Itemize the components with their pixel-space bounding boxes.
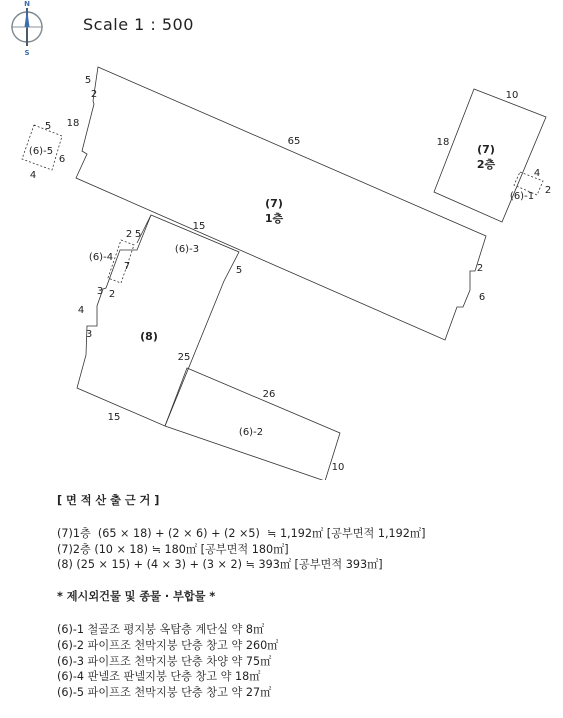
dim-label: 15 [107, 412, 121, 423]
dim-label: 10 [331, 462, 345, 473]
dim-label: 2 [125, 229, 133, 240]
building-7-1f-name: (7) [265, 197, 283, 210]
dim-label: 15 [192, 221, 206, 232]
dim-label: 2 [476, 263, 484, 274]
dim-label: 26 [262, 389, 276, 400]
building-8-name: (8) [140, 330, 158, 343]
compass-north: N [24, 0, 30, 8]
dim-label: 5 [44, 121, 52, 132]
dim-label: 2 [90, 89, 98, 100]
dim-label: 3 [96, 286, 104, 297]
dim-label: 2 [544, 185, 552, 196]
area-calc-line: (7)2층 (10 × 18) ≒ 180㎡ [공부면적 180㎡] [57, 542, 289, 556]
excluded-building-line: (6)-1 철골조 평지붕 옥탑층 계단실 약 8㎡ [57, 622, 265, 636]
area-calc-title: [ 면 적 산 출 근 거 ] [57, 494, 160, 507]
dim-label: 18 [66, 118, 80, 129]
scale-label: Scale 1 : 500 [83, 15, 194, 34]
dim-label: 4 [533, 168, 541, 179]
dim-label: 7 [123, 261, 131, 272]
building-6-4-label: (6)-4 [88, 252, 114, 263]
area-calc-line: (8) (25 × 15) + (4 × 3) + (3 × 2) ≒ 393㎡ [공부면적 393㎡] [57, 558, 383, 572]
dim-label: 4 [77, 305, 85, 316]
building-6-1-label: (6)-1 [509, 191, 535, 202]
excluded-building-line: (6)-2 파이프조 천막지붕 단층 창고 약 260㎡ [57, 638, 279, 652]
area-calc-line: (7)1층 (65 × 18) + (2 × 6) + (2 ×5) ≒ 1,192㎡ [공부면적 1,192㎡] [57, 526, 426, 540]
excluded-building-line: (6)-5 파이프조 천막지붕 단층 창고 약 27㎡ [57, 686, 272, 700]
dim-label: 6 [478, 292, 486, 303]
building-6-2-label: (6)-2 [238, 427, 264, 438]
excluded-building-line: (6)-4 판넬조 판넬지붕 단층 창고 약 18㎡ [57, 670, 261, 684]
dim-label: 6 [58, 154, 66, 165]
excluded-buildings-title: * 제시외건물 및 종물 · 부합물 * [57, 590, 216, 604]
dim-label: 5 [235, 265, 243, 276]
building-6-3-label: (6)-3 [174, 244, 200, 255]
dim-label: 3 [85, 329, 93, 340]
excluded-building-line: (6)-3 파이프조 천막지붕 단층 차양 약 75㎡ [57, 654, 272, 668]
dim-label: 18 [436, 137, 450, 148]
dim-label: 5 [134, 229, 142, 240]
dim-label: 25 [177, 352, 191, 363]
dim-label: 5 [84, 75, 92, 86]
dim-label: 10 [505, 90, 519, 101]
dim-label: 2 [108, 289, 116, 300]
dim-label: 65 [287, 136, 301, 147]
building-6-5-label: (6)-5 [28, 146, 54, 157]
building-8-outline [77, 215, 239, 426]
building-7-1f-floor: 1층 [264, 212, 284, 225]
notes-block [57, 493, 425, 701]
building-7-2f-floor: 2층 [476, 158, 496, 171]
building-6-2-outline [165, 368, 340, 480]
compass-south: S [24, 49, 30, 57]
dim-label: 4 [29, 170, 37, 181]
building-7-2f-name: (7) [477, 143, 495, 156]
